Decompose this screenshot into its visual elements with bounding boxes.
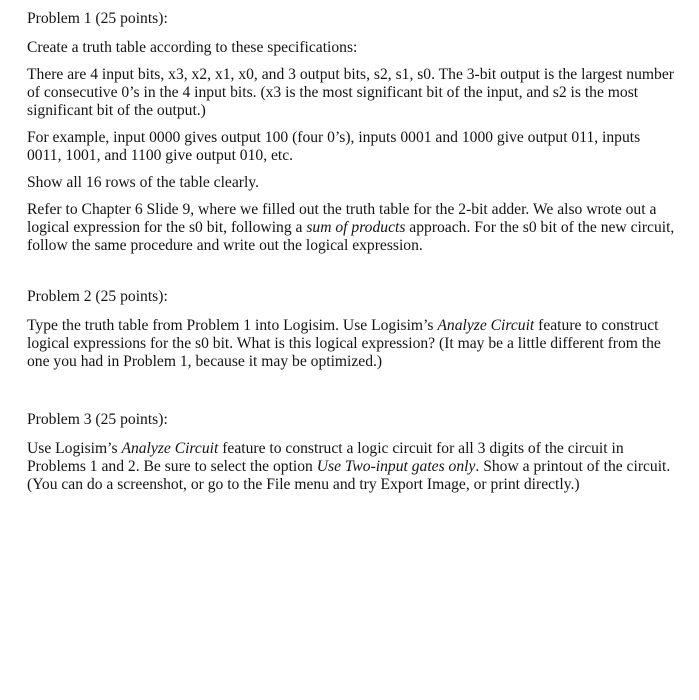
- problem-1-section: [27, 10, 677, 255]
- problem-2-section: [27, 288, 677, 371]
- problem-3-emphasis-1: Analyze Circuit: [121, 440, 219, 457]
- problem-2-text-before: Type the truth table from Problem 1 into Logisim. Use Logisim’s: [27, 317, 438, 334]
- problem-3-section: [27, 411, 677, 494]
- problem-3-text-mid: feature to construct a logic circuit for all 3 digits of the circuit in Problems 1 and 2. Be sure to select the option: [27, 440, 624, 475]
- problem-1-spec: There are 4 input bits, x3, x2, x1, x0, and 3 output bits, s2, s1, s0. The 3-bit output is the largest number of consecutive 0’s in the 4 input bits. (x3 is the most significant bit of the input, and s2 is the most significant bit of the output.): [27, 66, 674, 119]
- problem-2-text-after: feature to construct logical expressions for the s0 bit. What is this logical expression? (It may be a little different from the one you had in Problem 1, because it may be optimized.): [27, 317, 661, 370]
- problem-1-refer-before: Refer to Chapter 6 Slide 9, where we filled out the truth table for the 2-bit adder. We also wrote out a logical expression for the s0 bit, following a: [27, 201, 657, 236]
- problem-1-intro: Create a truth table according to these specifications:: [27, 39, 358, 56]
- problem-1-refer-paragraph: [27, 201, 677, 255]
- assignment-document: [27, 10, 677, 494]
- problem-1-title: Problem 1 (25 points):: [27, 10, 168, 27]
- problem-1-example: For example, input 0000 gives output 100 (four 0’s), inputs 0001 and 1000 give output 011, inputs 0011, 1001, and 1100 give output 010, etc.: [27, 129, 641, 164]
- problem-3-title: Problem 3 (25 points):: [27, 411, 168, 428]
- problem-3-text-after: . Show a printout of the circuit. (You can do a screenshot, or go to the File menu and try Export Image, or print directly.): [27, 458, 671, 493]
- problem-2-paragraph: [27, 317, 677, 371]
- problem-3-emphasis-2: Use Two-input gates only: [316, 458, 476, 475]
- problem-1-refer-emphasis: sum of products: [306, 219, 406, 236]
- problem-1-rows-instruction: Show all 16 rows of the table clearly.: [27, 174, 259, 191]
- problem-2-title: Problem 2 (25 points):: [27, 288, 168, 305]
- problem-3-text-before: Use Logisim’s: [27, 440, 122, 457]
- problem-3-paragraph: [27, 440, 677, 494]
- problem-1-refer-after: approach. For the s0 bit of the new circuit, follow the same procedure and write out the logical expression.: [27, 219, 675, 254]
- problem-2-emphasis: Analyze Circuit: [437, 317, 535, 334]
